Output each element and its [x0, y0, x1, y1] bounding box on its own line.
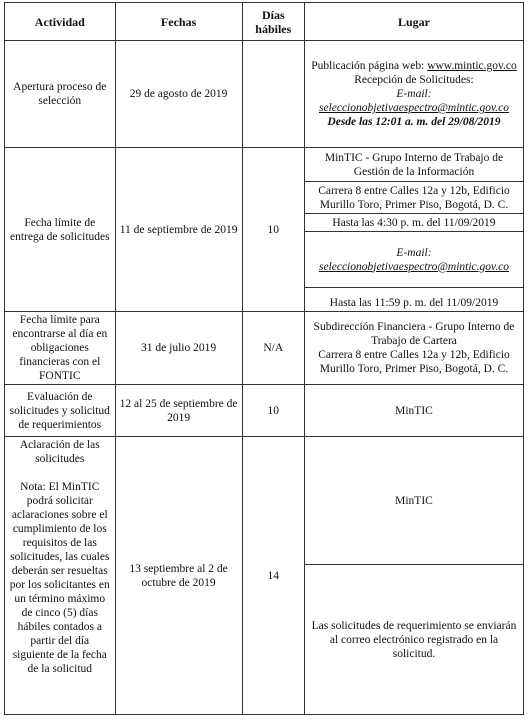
- cell-dias: 10: [242, 148, 304, 312]
- cell-actividad: Evaluación de solicitudes y solicitud de requerimientos: [5, 385, 116, 437]
- table-row: [5, 385, 524, 437]
- cell-lugar-hasta-1: Hasta las 4:30 p. m. del 11/09/2019: [304, 214, 523, 232]
- cell-dias: 10: [242, 385, 304, 437]
- cell-lugar-direccion: Carrera 8 entre Calles 12a y 12b, Edificio Murillo Toro, Primer Piso, Bogotá, D. C.: [304, 182, 523, 214]
- actividad-text: Aclaración de las solicitudes: [19, 439, 100, 465]
- header-row: [5, 3, 524, 41]
- cell-lugar-hasta-2: Hasta las 11:59 p. m. del 11/09/2019: [304, 288, 523, 312]
- cell-actividad: [5, 437, 116, 715]
- table-row: [5, 312, 524, 385]
- email-line: [309, 87, 519, 115]
- website-link[interactable]: www.mintic.gov.co: [427, 60, 517, 72]
- cell-fechas: 29 de agosto de 2019: [115, 41, 242, 148]
- header-fechas: Fechas: [115, 3, 242, 41]
- desde-text: Desde las 12:01 a. m. del 29/08/2019: [327, 116, 501, 128]
- email-link[interactable]: seleccionobjetivaespectro@mintic.gov.co: [318, 102, 510, 114]
- direccion-text: Carrera 8 entre Calles 12a y 12b, Edificio Murillo Toro, Primer Piso, Bogotá, D. C.: [318, 349, 510, 375]
- cell-lugar-bottom: Las solicitudes de requerimiento se enviarán al correo electrónico registrado en la solicitud.: [304, 565, 523, 715]
- table-row: [5, 41, 524, 148]
- cell-actividad: Fecha límite para encontrarse al día en obligaciones financieras con el FONTIC: [5, 312, 116, 385]
- cell-actividad: Fecha límite de entrega de solicitudes: [5, 148, 116, 312]
- header-dias-habiles: Días hábiles: [242, 3, 304, 41]
- cell-lugar: [304, 41, 523, 148]
- table-row: [5, 148, 524, 182]
- subdireccion-text: Subdirección Financiera - Grupo Interno de Trabajo de Cartera: [313, 321, 515, 347]
- cell-fechas: 11 de septiembre de 2019: [115, 148, 242, 312]
- cell-lugar: MinTIC: [304, 385, 523, 437]
- cell-lugar: [304, 312, 523, 385]
- header-lugar: Lugar: [304, 3, 523, 41]
- cell-lugar-grupo: MinTIC - Grupo Interno de Trabajo de Gestión de la Información: [304, 148, 523, 182]
- publicacion-line: [309, 59, 519, 73]
- email-label: E-mail:: [396, 246, 432, 259]
- email-link[interactable]: seleccionobjetivaespectro@mintic.gov.co: [318, 260, 510, 273]
- cell-fechas: 31 de julio 2019: [115, 312, 242, 385]
- nota-text: Nota: El MinTIC podrá solicitar aclaraciones sobre el cumplimiento de los requisitos de las solicitudes, las cuales deberán ser resueltas por los solicitantes en un término máximo de cinco (5) días hábiles contados a partir del día siguiente de la fecha de la solicitud: [9, 481, 110, 675]
- publicacion-label: Publicación página web:: [311, 60, 428, 72]
- cell-lugar-top: MinTIC: [304, 437, 523, 565]
- table-row: [5, 437, 524, 565]
- cell-fechas: 12 al 25 de septiembre de 2019: [115, 385, 242, 437]
- schedule-table-container: [4, 2, 524, 715]
- cell-fechas: 13 septiembre al 2 de octubre de 2019: [115, 437, 242, 715]
- cell-actividad: Apertura proceso de selección: [5, 41, 116, 148]
- schedule-table: [4, 2, 524, 715]
- header-actividad: Actividad: [5, 3, 116, 41]
- email-label: E-mail:: [396, 88, 432, 100]
- cell-dias: 14: [242, 437, 304, 715]
- cell-dias: N/A: [242, 312, 304, 385]
- recepcion-label: Recepción de Solicitudes:: [354, 74, 474, 86]
- cell-lugar-email: [304, 232, 523, 288]
- cell-dias: [242, 41, 304, 148]
